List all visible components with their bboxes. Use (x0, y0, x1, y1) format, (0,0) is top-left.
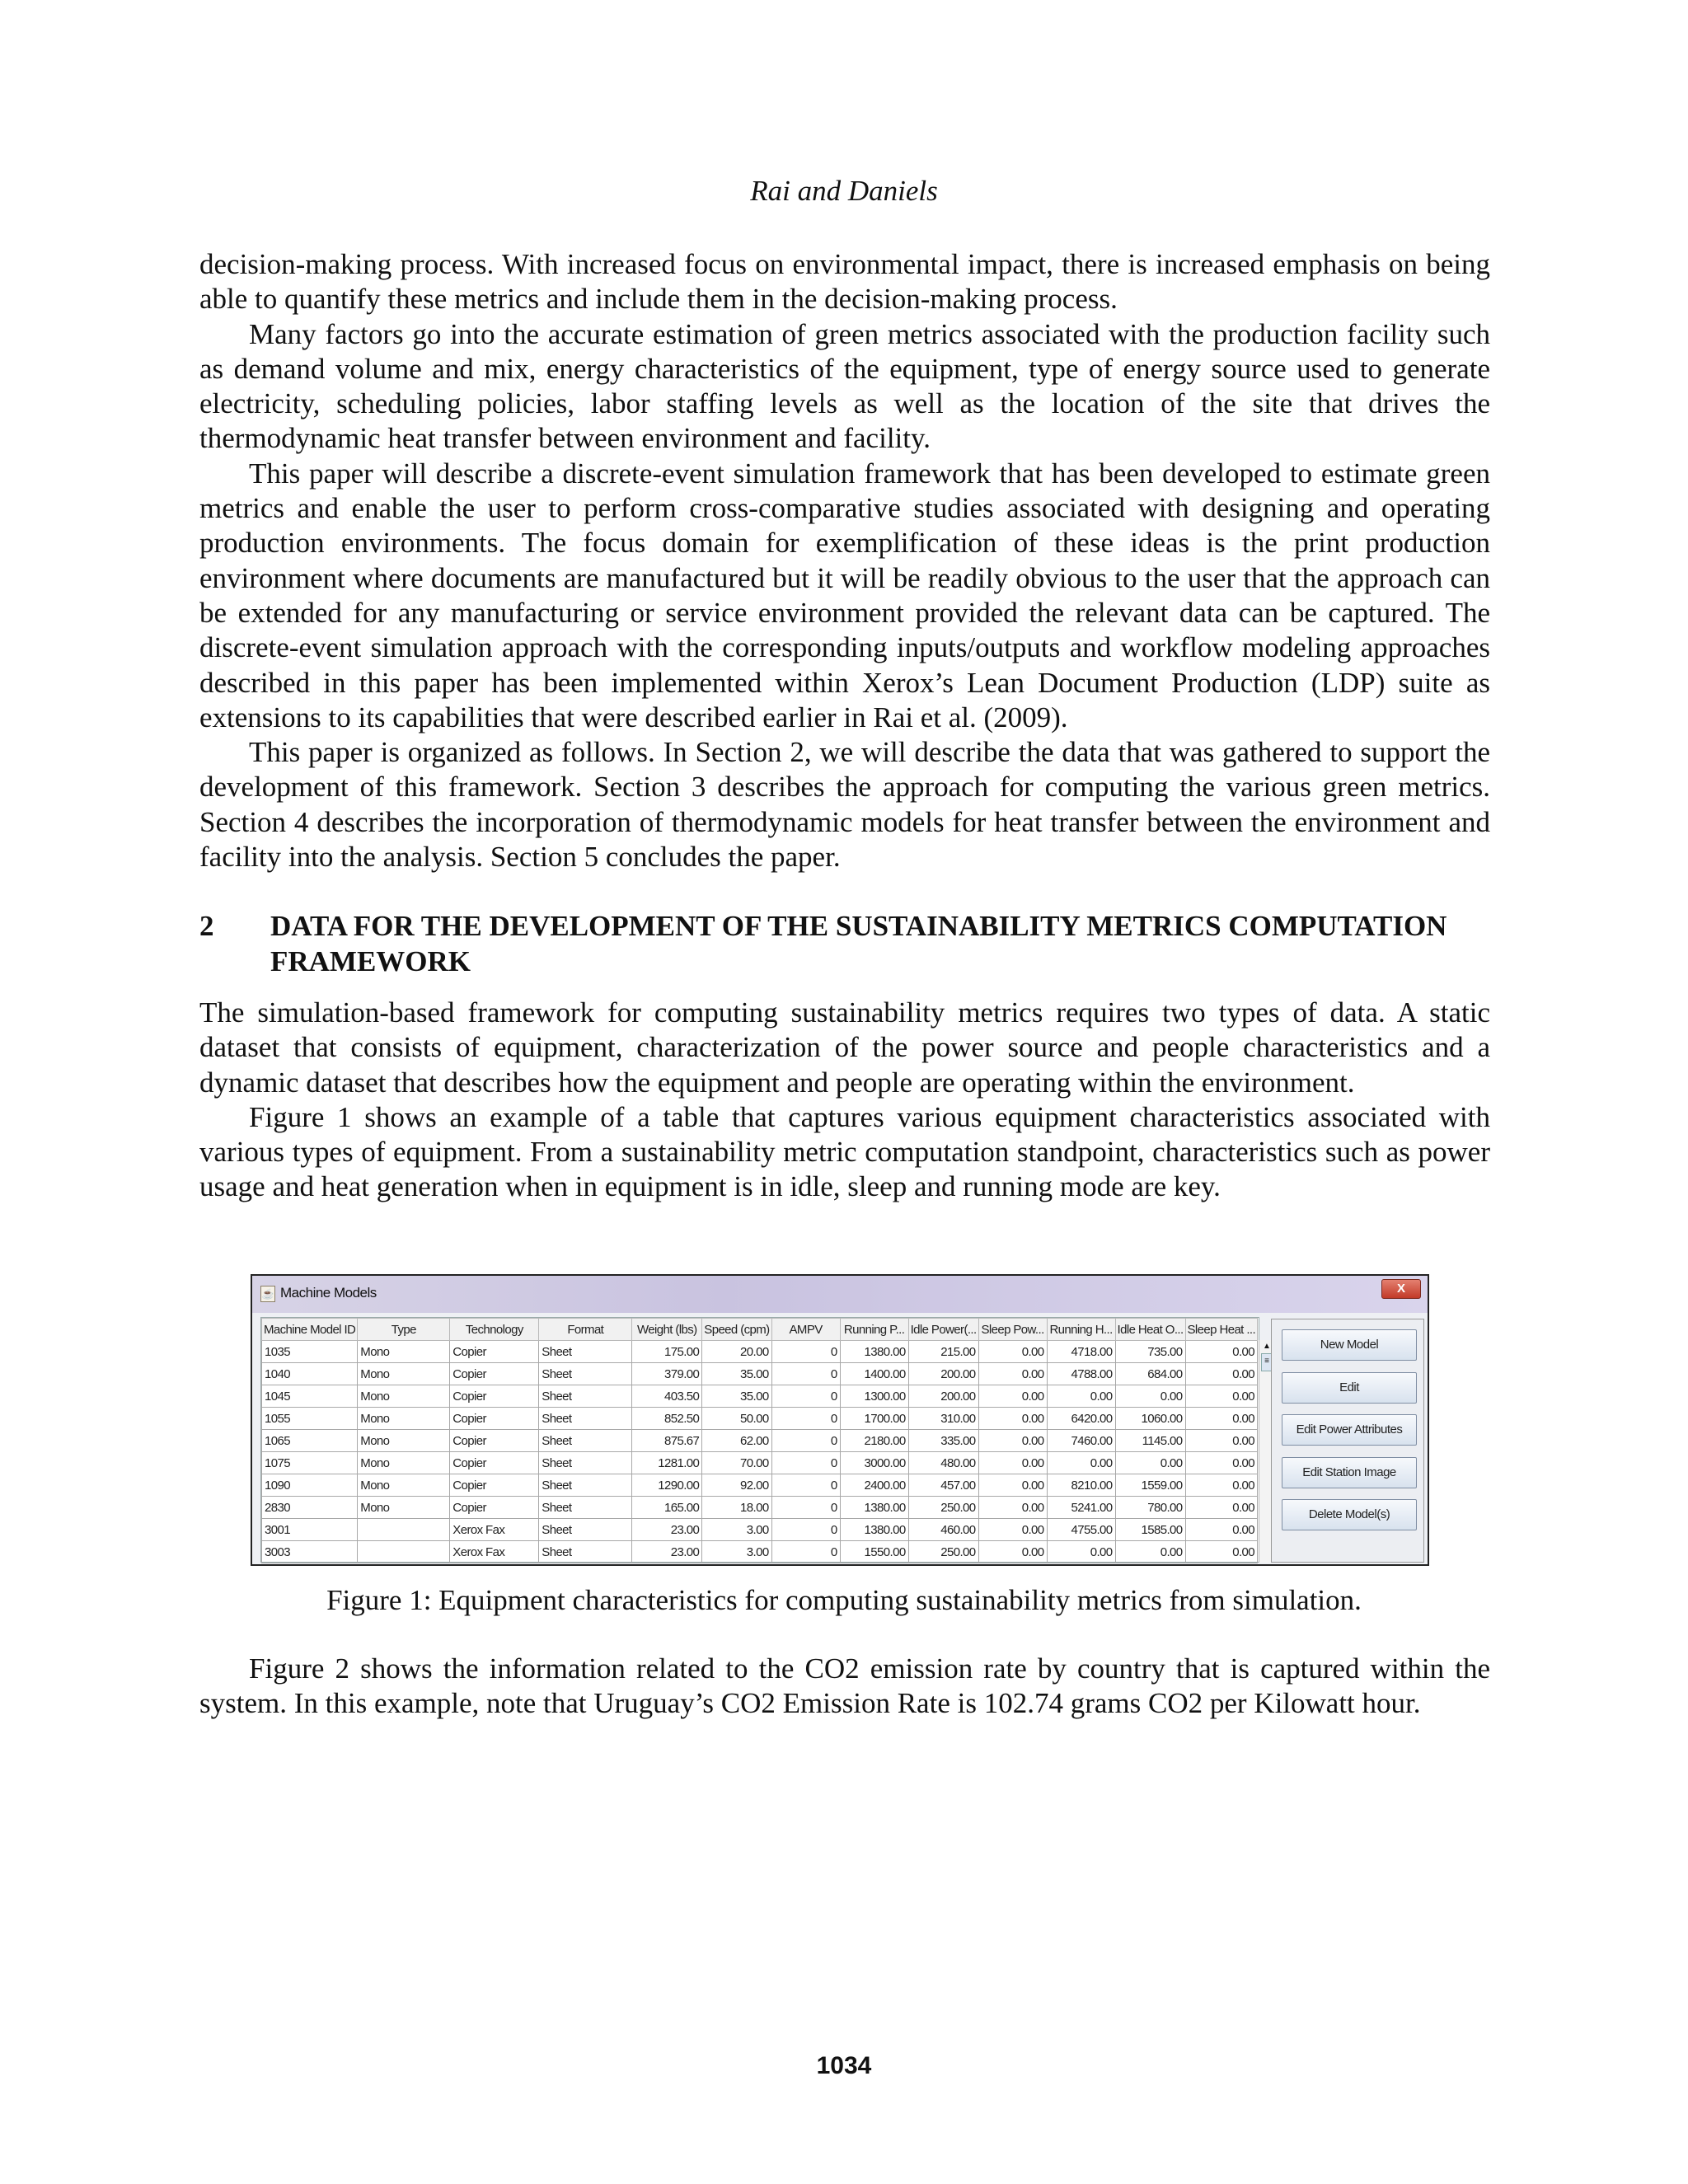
table-cell[interactable]: 0.00 (1185, 1408, 1258, 1430)
action-panel (1271, 1319, 1424, 1563)
table-cell[interactable]: 250.00 (908, 1541, 978, 1563)
table-cell[interactable]: 1040 (262, 1363, 358, 1385)
table-cell[interactable]: 2180.00 (840, 1430, 908, 1452)
table-cell[interactable]: 1090 (262, 1474, 358, 1497)
table-cell[interactable]: 4755.00 (1047, 1519, 1115, 1541)
table-cell[interactable]: 1035 (262, 1341, 358, 1363)
table-cell[interactable]: Mono (358, 1474, 450, 1497)
table-cell[interactable]: 1065 (262, 1430, 358, 1452)
table-cell[interactable]: 175.00 (632, 1341, 702, 1363)
java-app-icon: ☕ (260, 1286, 275, 1302)
table-cell[interactable]: 1075 (262, 1452, 358, 1474)
table-cell[interactable]: 0.00 (1185, 1341, 1258, 1363)
table-cell[interactable]: 310.00 (908, 1408, 978, 1430)
table-cell[interactable]: Sheet (539, 1363, 632, 1385)
table-cell[interactable]: 215.00 (908, 1341, 978, 1363)
table-cell[interactable]: 35.00 (702, 1363, 771, 1385)
table-cell[interactable]: 3000.00 (840, 1452, 908, 1474)
table-row[interactable] (262, 1385, 1258, 1408)
table-cell[interactable]: 5241.00 (1047, 1497, 1115, 1519)
scroll-thumb[interactable]: ≡ (1261, 1353, 1273, 1371)
edit-station-image-button[interactable]: Edit Station Image (1282, 1457, 1417, 1488)
table-cell[interactable] (358, 1519, 450, 1541)
table-cell[interactable]: Copier (450, 1363, 539, 1385)
table-cell[interactable]: 0 (771, 1341, 840, 1363)
column-header[interactable]: Running P... (840, 1319, 908, 1341)
table-cell[interactable]: 0.00 (1115, 1541, 1185, 1563)
table-cell[interactable]: 1281.00 (632, 1452, 702, 1474)
table-cell[interactable]: 0 (771, 1408, 840, 1430)
table-cell[interactable]: Mono (358, 1408, 450, 1430)
column-header[interactable]: Idle Power(... (908, 1319, 978, 1341)
section-heading (199, 909, 1490, 979)
table-cell[interactable]: 0.00 (1185, 1519, 1258, 1541)
table-cell[interactable]: 0.00 (1047, 1541, 1115, 1563)
table-cell[interactable]: Sheet (539, 1341, 632, 1363)
table-cell[interactable]: Copier (450, 1430, 539, 1452)
table-cell[interactable]: 684.00 (1115, 1363, 1185, 1385)
table-cell[interactable]: 4718.00 (1047, 1341, 1115, 1363)
figure-caption: Figure 1: Equipment characteristics for computing sustainability metrics from simulation. (326, 1584, 1362, 1616)
table-cell[interactable]: Mono (358, 1341, 450, 1363)
table-cell[interactable]: Copier (450, 1341, 539, 1363)
table-row[interactable] (262, 1341, 1258, 1363)
edit-power-attributes-button[interactable]: Edit Power Attributes (1282, 1414, 1417, 1446)
column-header[interactable]: Sleep Heat ... (1185, 1319, 1258, 1341)
table-row[interactable] (262, 1452, 1258, 1474)
close-button[interactable]: X (1381, 1279, 1421, 1299)
table-cell[interactable]: 3.00 (702, 1519, 771, 1541)
running-header: Rai and Daniels (750, 175, 938, 207)
table-cell[interactable]: 0.00 (978, 1385, 1047, 1408)
table-cell[interactable]: Sheet (539, 1385, 632, 1408)
table-cell[interactable]: Copier (450, 1452, 539, 1474)
table-cell[interactable]: 1290.00 (632, 1474, 702, 1497)
table-row[interactable] (262, 1430, 1258, 1452)
table-cell[interactable]: 4788.00 (1047, 1363, 1115, 1385)
table-cell[interactable]: 0 (771, 1519, 840, 1541)
table-cell[interactable]: 0 (771, 1497, 840, 1519)
table-cell[interactable]: 165.00 (632, 1497, 702, 1519)
section-title: DATA FOR THE DEVELOPMENT OF THE SUSTAINABILITY METRICS COMPUTATION FRAMEWORK (270, 910, 1447, 977)
table-cell[interactable]: 0.00 (1185, 1363, 1258, 1385)
table-cell[interactable]: 0.00 (978, 1497, 1047, 1519)
table-cell[interactable]: Sheet (539, 1497, 632, 1519)
table-cell[interactable]: 0 (771, 1541, 840, 1563)
table-cell[interactable]: 1380.00 (840, 1519, 908, 1541)
edit-button[interactable]: Edit (1282, 1372, 1417, 1404)
table-cell[interactable]: 18.00 (702, 1497, 771, 1519)
scroll-up-arrow-icon[interactable]: ▲ (1263, 1342, 1271, 1351)
table-cell[interactable] (358, 1541, 450, 1563)
table-cell[interactable]: 50.00 (702, 1408, 771, 1430)
table-cell[interactable]: 1045 (262, 1385, 358, 1408)
table-cell[interactable]: 852.50 (632, 1408, 702, 1430)
table-row[interactable] (262, 1408, 1258, 1430)
table-cell[interactable]: 460.00 (908, 1519, 978, 1541)
table-cell[interactable]: 1145.00 (1115, 1430, 1185, 1452)
paragraph: Figure 1 shows an example of a table that captures various equipment characteristics associated with various types of equipment. From a sustainability metric computation standpoint, characteristics such as power usage and heat generation when in equipment is in idle, sleep and running mode are key. (199, 1100, 1490, 1203)
table-cell[interactable]: 0.00 (978, 1474, 1047, 1497)
table-cell[interactable]: Copier (450, 1385, 539, 1408)
table-cell[interactable]: 23.00 (632, 1519, 702, 1541)
table-cell[interactable]: 7460.00 (1047, 1430, 1115, 1452)
table-cell[interactable]: 35.00 (702, 1385, 771, 1408)
column-header[interactable]: Idle Heat O... (1115, 1319, 1185, 1341)
table-cell[interactable]: 200.00 (908, 1363, 978, 1385)
title-bar (252, 1276, 1428, 1313)
paragraph: The simulation-based framework for computing sustainability metrics requires two types of data. A static dataset that consists of equipment, characterization of the power source and people characteristics and a dynamic dataset that describes how the equipment and people are operating within the environment. (199, 996, 1490, 1099)
table-cell[interactable]: 200.00 (908, 1385, 978, 1408)
paragraph: Many factors go into the accurate estimation of green metrics associated with the production facility such as demand volume and mix, energy characteristics of the equipment, type of energy source used to generate electricity, scheduling policies, labor staffing levels as well as the location of the site that drives the thermodynamic heat transfer between environment and facility. (199, 317, 1490, 455)
table-cell[interactable]: 250.00 (908, 1497, 978, 1519)
table-cell[interactable]: 0.00 (1185, 1541, 1258, 1563)
table-row[interactable] (262, 1497, 1258, 1519)
table-cell[interactable]: 0.00 (978, 1541, 1047, 1563)
table-cell[interactable]: 70.00 (702, 1452, 771, 1474)
table-row[interactable] (262, 1541, 1258, 1563)
table-cell[interactable]: 1300.00 (840, 1385, 908, 1408)
table-cell[interactable]: 1380.00 (840, 1497, 908, 1519)
table-cell[interactable]: Copier (450, 1497, 539, 1519)
table-cell[interactable]: 379.00 (632, 1363, 702, 1385)
table-cell[interactable]: 0.00 (978, 1430, 1047, 1452)
table-cell[interactable]: 480.00 (908, 1452, 978, 1474)
table-cell[interactable]: 6420.00 (1047, 1408, 1115, 1430)
column-header[interactable]: Machine Model ID (262, 1319, 358, 1341)
table-cell[interactable]: 0.00 (1115, 1452, 1185, 1474)
table-cell[interactable]: 457.00 (908, 1474, 978, 1497)
paragraph: This paper will describe a discrete-event simulation framework that has been developed to estimate green metrics and enable the user to perform cross-comparative studies associated with designing and operating production environments. The focus domain for exemplification of these ideas is the print production environment where documents are manufactured but it will be readily obvious to the user that the approach can be extended for any manufacturing or service environment provided the relevant data can be captured. The discrete-event simulation approach with the corresponding inputs/outputs and workflow modeling approaches described in this paper has been implemented within Xerox’s Lean Document Production (LDP) suite as extensions to its capabilities that were described earlier in Rai et al. (2009). (199, 457, 1490, 733)
table-cell[interactable]: 0.00 (1185, 1452, 1258, 1474)
paragraph: This paper is organized as follows. In Section 2, we will describe the data that was gathered to support the development of this framework. Section 3 describes the approach for computing the various green metrics. Section 4 describes the incorporation of thermodynamic models for heat transfer between the environment and facility into the analysis. Section 5 concludes the paper. (199, 736, 1490, 874)
table-cell[interactable]: 23.00 (632, 1541, 702, 1563)
table-cell[interactable]: Xerox Fax (450, 1519, 539, 1541)
machine-models-window (251, 1274, 1429, 1566)
table-cell[interactable]: 0 (771, 1452, 840, 1474)
column-header[interactable]: AMPV (771, 1319, 840, 1341)
table-cell[interactable]: 0.00 (1115, 1385, 1185, 1408)
table-cell[interactable]: 8210.00 (1047, 1474, 1115, 1497)
table-cell[interactable]: 20.00 (702, 1341, 771, 1363)
column-header[interactable]: Sleep Pow... (978, 1319, 1047, 1341)
table-cell[interactable]: Mono (358, 1452, 450, 1474)
table-row[interactable] (262, 1474, 1258, 1497)
delete-models-button[interactable]: Delete Model(s) (1282, 1499, 1417, 1530)
table-cell[interactable]: Sheet (539, 1452, 632, 1474)
table-cell[interactable]: 0.00 (1047, 1385, 1115, 1408)
table-cell[interactable]: 0 (771, 1474, 840, 1497)
table-cell[interactable]: 0.00 (1185, 1430, 1258, 1452)
table-cell[interactable]: 3.00 (702, 1541, 771, 1563)
table-cell[interactable]: Xerox Fax (450, 1541, 539, 1563)
table-cell[interactable]: 1550.00 (840, 1541, 908, 1563)
table-cell[interactable]: 3001 (262, 1519, 358, 1541)
column-header[interactable]: Format (539, 1319, 632, 1341)
table-cell[interactable]: Sheet (539, 1541, 632, 1563)
table-cell[interactable]: 0.00 (978, 1408, 1047, 1430)
table-cell[interactable]: 0.00 (978, 1341, 1047, 1363)
table-cell[interactable]: Copier (450, 1408, 539, 1430)
table-cell[interactable]: Sheet (539, 1430, 632, 1452)
table-cell[interactable]: 0 (771, 1363, 840, 1385)
table-cell[interactable]: Sheet (539, 1408, 632, 1430)
table-cell[interactable]: 1380.00 (840, 1341, 908, 1363)
table-cell[interactable]: 3003 (262, 1541, 358, 1563)
table-cell[interactable]: 2830 (262, 1497, 358, 1519)
table-row[interactable] (262, 1519, 1258, 1541)
table-cell[interactable]: 403.50 (632, 1385, 702, 1408)
new-model-button[interactable]: New Model (1282, 1329, 1417, 1361)
page-number: 1034 (816, 2052, 872, 2079)
table-cell[interactable]: 735.00 (1115, 1341, 1185, 1363)
table-cell[interactable]: Sheet (539, 1519, 632, 1541)
column-header[interactable]: Technology (450, 1319, 539, 1341)
table-cell[interactable]: Mono (358, 1430, 450, 1452)
column-header[interactable]: Weight (lbs) (632, 1319, 702, 1341)
window-title: Machine Models (280, 1285, 377, 1301)
table-cell[interactable]: 1559.00 (1115, 1474, 1185, 1497)
table-cell[interactable]: 62.00 (702, 1430, 771, 1452)
paragraph: Figure 2 shows the information related to the CO2 emission rate by country that is captured within the system. In this example, note that Uruguay’s CO2 Emission Rate is 102.74 grams CO2 per Kilowatt hour. (199, 1652, 1490, 1720)
table-cell[interactable]: 0.00 (978, 1519, 1047, 1541)
table-cell[interactable]: 0.00 (1185, 1385, 1258, 1408)
table-cell[interactable]: 0.00 (1185, 1474, 1258, 1497)
table-cell[interactable]: 0 (771, 1385, 840, 1408)
table-cell[interactable]: 0.00 (1185, 1497, 1258, 1519)
table-cell[interactable]: 335.00 (908, 1430, 978, 1452)
table-cell[interactable]: Sheet (539, 1474, 632, 1497)
table-cell[interactable]: 1400.00 (840, 1363, 908, 1385)
table-cell[interactable]: Mono (358, 1385, 450, 1408)
table-cell[interactable]: 0.00 (978, 1363, 1047, 1385)
column-header[interactable]: Running H... (1047, 1319, 1115, 1341)
table-cell[interactable]: 0.00 (978, 1452, 1047, 1474)
table-cell[interactable]: 1700.00 (840, 1408, 908, 1430)
table-cell[interactable]: 1060.00 (1115, 1408, 1185, 1430)
column-header[interactable]: Type (358, 1319, 450, 1341)
table-cell[interactable]: 780.00 (1115, 1497, 1185, 1519)
table-cell[interactable]: 0 (771, 1430, 840, 1452)
table-cell[interactable]: Mono (358, 1497, 450, 1519)
table-cell[interactable]: Mono (358, 1363, 450, 1385)
table-cell[interactable]: 875.67 (632, 1430, 702, 1452)
table-cell[interactable]: 92.00 (702, 1474, 771, 1497)
machine-models-table (260, 1317, 1271, 1563)
table-cell[interactable]: 1055 (262, 1408, 358, 1430)
table-cell[interactable]: 2400.00 (840, 1474, 908, 1497)
section-number: 2 (199, 910, 214, 943)
body-text (199, 247, 1490, 1205)
table-cell[interactable]: Copier (450, 1474, 539, 1497)
table-cell[interactable]: 0.00 (1047, 1452, 1115, 1474)
table-row[interactable] (262, 1363, 1258, 1385)
table-cell[interactable]: 1585.00 (1115, 1519, 1185, 1541)
column-header[interactable]: Speed (cpm) (702, 1319, 771, 1341)
paragraph: decision-making process. With increased focus on environmental impact, there is increased emphasis on being able to quantify these metrics and include them in the decision-making process. (199, 248, 1490, 316)
